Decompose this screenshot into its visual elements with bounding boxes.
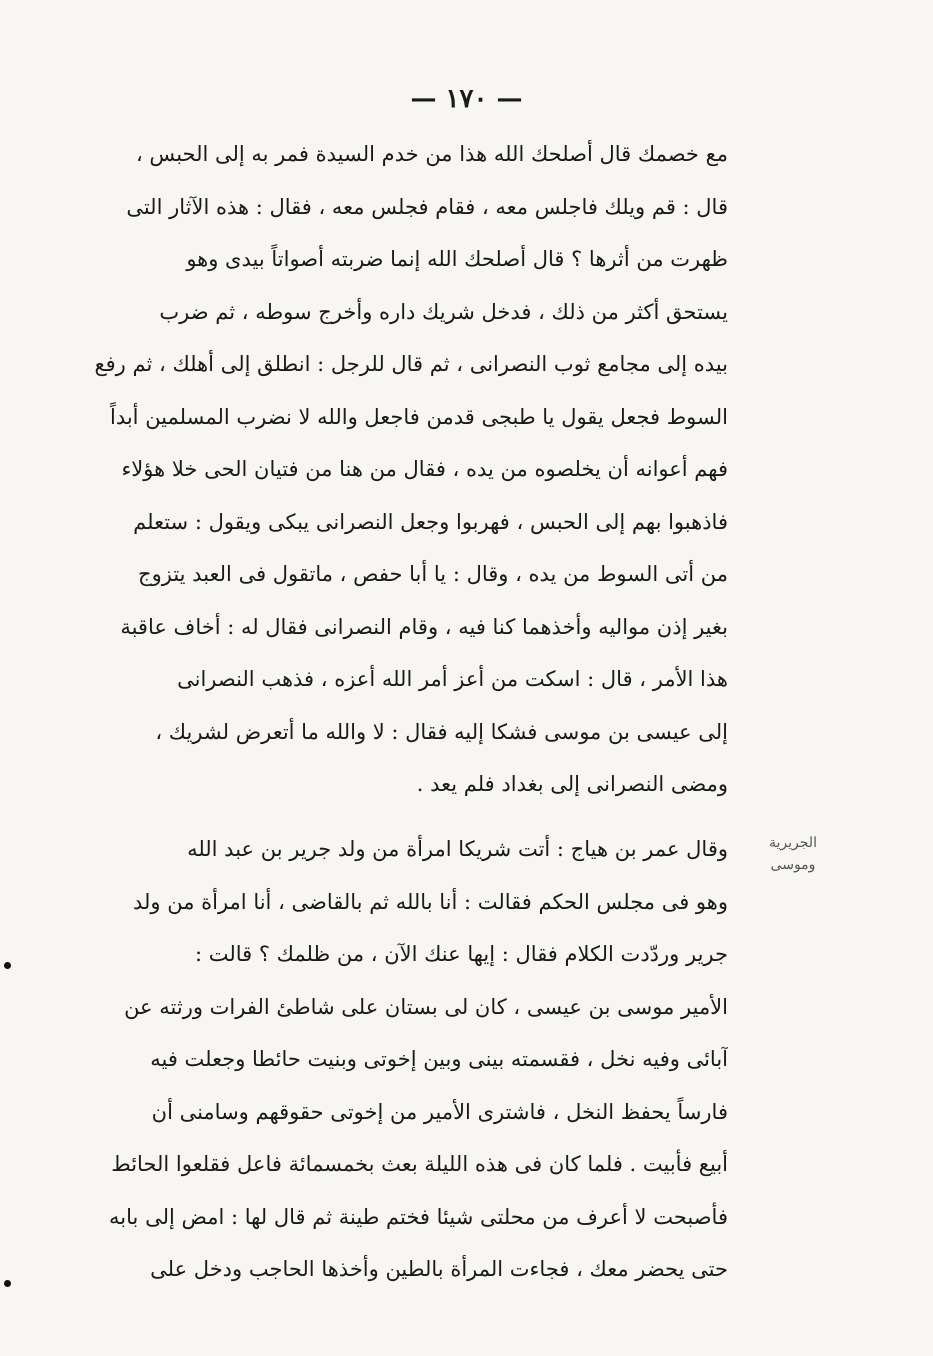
text-line: أبيع فأبيت . فلما كان فى هذه الليلة بعث بخمسمائة فاعل فقلعوا الحائط (111, 1152, 728, 1176)
text-line: ومضى النصرانى إلى بغداد فلم يعد . (416, 772, 728, 796)
text-line: حتى يحضر معك ، فجاءت المرأة بالطين وأخذها الحاجب ودخل على (150, 1257, 728, 1281)
text-line: مع خصمك قال أصلحك الله هذا من خدم السيدة فمر به إلى الحبس ، (135, 142, 728, 166)
text-line: الأمير موسى بن عيسى ، كان لى بستان على شاطئ الفرات ورثته عن (124, 994, 728, 1019)
text-line: يستحق أكثر من ذلك ، فدخل شريك داره وأخرج سوطه ، ثم ضرب (159, 299, 728, 324)
ink-speck (4, 1280, 11, 1287)
margin-note (748, 832, 838, 876)
margin-note-line: الجريرية (769, 835, 817, 851)
text-line: وهو فى مجلس الحكم فقالت : أنا بالله ثم بالقاضى ، أنا امرأة من ولد (132, 889, 728, 914)
page-number: — ١٧٠ — (410, 84, 523, 114)
text-line: هذا الأمر ، قال : اسكت من أعز أمر الله أعزه ، فذهب النصرانى (177, 667, 728, 691)
text-line: فارساً يحفظ النخل ، فاشترى الأمير من إخوتى حقوقهم وسامنى أن (151, 1099, 728, 1124)
ink-speck (4, 962, 11, 969)
text-line: جرير وردّدت الكلام فقال : إيها عنك الآن ، من ظلمك ؟ قالت : (194, 942, 728, 966)
text-line: فاذهبوا بهم إلى الحبس ، فهربوا وجعل النصرانى يبكى ويقول : ستعلم (133, 509, 728, 534)
text-line: إلى عيسى بن موسى فشكا إليه فقال : لا والله ما أتعرض لشريك ، (155, 719, 728, 744)
text-line: آبائى وفيه نخل ، فقسمته بينى وبين إخوتى وبنيت حائطا وجعلت فيه (150, 1047, 728, 1071)
text-line: السوط فجعل يقول يا طبجى قدمن فاجعل والله لا نضرب المسلمين أبداً (109, 404, 728, 429)
text-line: من أتى السوط من يده ، وقال : يا أبا حفص ، ماتقول فى العبد يتزوج (138, 562, 728, 586)
paragraph-2 (72, 823, 728, 1296)
margin-note-line: وموسى (770, 857, 816, 873)
text-line: بغير إذن مواليه وأخذهما كنا فيه ، وقام النصرانى فقال له : أخاف عاقبة (120, 614, 728, 639)
text-line: وقال عمر بن هياج : أتت شريكا امرأة من ولد جرير بن عبد الله (187, 837, 728, 861)
text-line: فأصبحت لا أعرف من محلتى شيئا فختم طينة ثم قال لها : امض إلى بابه (109, 1204, 728, 1229)
paragraph-1 (72, 128, 728, 811)
text-line: فهم أعوانه أن يخلصوه من يده ، فقال من هنا من فتيان الحى خلا هؤلاء (121, 457, 728, 481)
text-line: قال : قم ويلك فاجلس معه ، فقام فجلس معه ، فقال : هذه الآثار التى (126, 194, 728, 219)
text-line: ظهرت من أثرها ؟ قال أصلحك الله إنما ضربته أصواتاً بيدى وهو (186, 247, 728, 271)
text-line: بيده إلى مجامع ثوب النصرانى ، ثم قال للرجل : انطلق إلى أهلك ، ثم رفع (94, 352, 728, 376)
